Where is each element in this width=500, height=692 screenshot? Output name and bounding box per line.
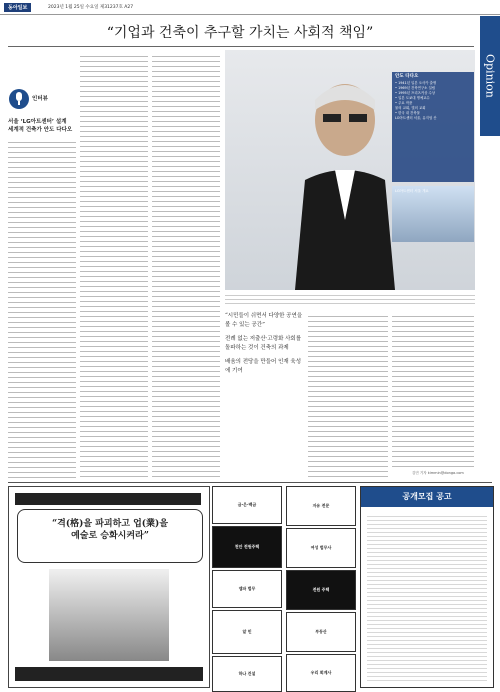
classified-ads-left (212, 486, 282, 686)
article-column-5 (392, 312, 474, 468)
article-column-3 (152, 52, 220, 478)
notice-body (367, 513, 487, 681)
issue-date: 2023년 1월 25일 수요일 제31237호 A27 (48, 5, 134, 10)
page-header (0, 0, 500, 15)
classified-ad: 엠파 법무 (212, 570, 282, 608)
interview-label: 인터뷰 (32, 96, 48, 102)
divider (8, 46, 474, 47)
ad-title (18, 518, 202, 542)
infobox-line: • 주요 작품 (395, 101, 413, 105)
building-caption: LG아트센터 서울 개요 (395, 189, 429, 193)
ad-divider (8, 482, 492, 483)
classified-ad: 하나 건설 (212, 656, 282, 692)
classified-ad: 여성 법무사 (286, 528, 356, 568)
building-photo (392, 186, 474, 242)
subhead-2: 세계적 건축가 안도 다다오 (8, 127, 73, 133)
infobox-line: • 1941년 일본 오사카 출생 (395, 81, 437, 85)
infobox-line: • 1969년 건축연구소 설립 (395, 86, 436, 90)
pull-quote: “시민들이 쉬면서 다양한 공연을 볼 수 있는 공간” (225, 313, 303, 328)
ad-title-line: 예술로 승화시켜라” (71, 531, 149, 541)
headline: “기업과 건축이 추구할 가치는 사회적 책임” (106, 25, 374, 41)
classified-ads-right (286, 486, 356, 686)
person-silhouette (285, 70, 405, 290)
microphone-icon (8, 88, 30, 110)
infobox-line: • 1995년 프리츠커상 수상 (395, 91, 436, 95)
article-column-1 (8, 138, 76, 478)
book-advertisement (8, 486, 210, 688)
infobox-line: • 한국 내 건축물 (395, 111, 420, 115)
ad-banner (15, 493, 201, 505)
classified-ad: 천안 전원주택 (212, 526, 282, 568)
notice-header: 공개모집 공고 (361, 487, 493, 507)
pull-quote: 전례 없는 저출산·고령화 사회를 돌파하는 것이 건축의 과제 (225, 336, 302, 351)
ad-image (49, 569, 169, 661)
ad-title-line: “격(格)을 파괴하고 업(業)을 (51, 519, 169, 529)
infobox-title: 안도 다다오 (395, 74, 419, 79)
ad-footer (15, 667, 203, 681)
classified-ad: 부동산 (286, 612, 356, 652)
profile-infobox (392, 72, 474, 182)
classified-ad: 우리 회계사 (286, 654, 356, 692)
classified-ad: 금·은·백금 (212, 486, 282, 524)
section-tab: Opinion (480, 16, 500, 136)
classified-ad: 알 민 (212, 610, 282, 654)
photo-caption (225, 292, 475, 306)
subhead-1: 서울 ‘LG아트센터’ 설계 (8, 119, 67, 125)
newspaper-logo: 동아일보 (4, 3, 31, 12)
infobox-line: LG아트센터 서울, 뮤지엄 산 (395, 116, 437, 120)
byline: 김민 기자 kimmin@donga.com (412, 471, 464, 475)
public-notice-ad (360, 486, 494, 688)
article-column-4 (308, 312, 388, 478)
classified-ad: 전원 주택 (286, 570, 356, 610)
article-column-2 (80, 52, 148, 478)
infobox-line: 물의 교회, 빛의 교회 (395, 106, 426, 110)
ad-title-box (17, 509, 203, 563)
pull-quotes (225, 312, 303, 381)
classified-ad: 자유 전문 (286, 486, 356, 526)
pull-quote: 배움의 전당을 만들어 인재 육성에 기여 (225, 359, 302, 374)
infobox-line: • 일본 도쿄대 명예교수 (395, 96, 430, 100)
